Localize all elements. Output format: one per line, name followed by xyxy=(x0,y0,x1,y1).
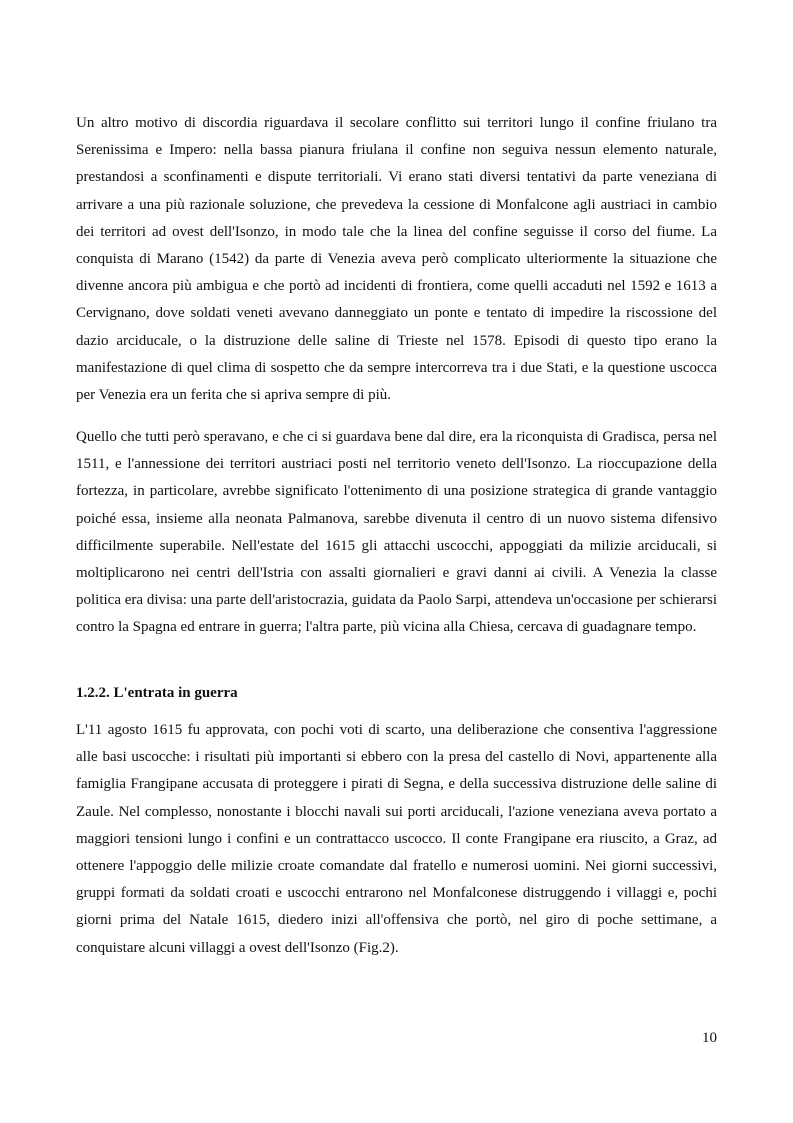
page-number: 10 xyxy=(702,1030,717,1046)
body-paragraph: L'11 agosto 1615 fu approvata, con pochi voti di scarto, una deliberazione che consentiva l'aggressione alle basi uscocche: i risultati più importanti si ebbero con la presa del castello di Novi, appartenente alla famiglia Frangipane accusata di proteggere i pirati di Segna, e della successiva distruzione delle saline di Zaule. Nel complesso, nonostante i blocchi navali sui porti arciducali, l'azione veneziana aveva portato a maggiori tensioni lungo i confini e un contrattacco uscocco. Il conte Frangipane era riuscito, a Graz, ad ottenere l'appoggio delle milizie croate comandate dal fratello e numerosi uomini. Nei giorni successivi, gruppi formati da soldati croati e uscocchi entrarono nel Monfalconese distruggendo i villaggi e, pochi giorni prima del Natale 1615, diedero inizi all'offensiva che portò, nel giro di poche settimane, a conquistare alcuni villaggi a ovest dell'Isonzo (Fig.2). xyxy=(76,722,717,956)
body-paragraph: Un altro motivo di discordia riguardava il secolare conflitto sui territori lungo il confine friulano tra Serenissima e Impero: nella bassa pianura friulana il confine non seguiva nessun elemento naturale, prestandosi a sconfinamenti e dispute territoriali. Vi erano stati diversi tentativi da parte veneziana di arrivare a una più razionale soluzione, che prevedeva la cessione di Monfalcone agli austriaci in cambio dei territori ad ovest dell'Isonzo, in modo tale che la linea del confine seguisse il corso del fiume. La conquista di Marano (1542) da parte di Venezia aveva però complicato ulteriormente la situazione che divenne ancora più ambigua e che portò ad incidenti di frontiera, come quelli accaduti nel 1592 e 1613 a Cervignano, dove soldati veneti avevano danneggiato un ponte e tentato di impedire la riscossione del dazio arciducale, o la distruzione delle saline di Trieste nel 1578. Episodi di questo tipo erano la manifestazione di quel clima di sospetto che da sempre intercorreva tra i due Stati, e la questione uscocca per Venezia era un ferita che si apriva sempre di più. xyxy=(76,115,717,404)
body-paragraph: Quello che tutti però speravano, e che ci si guardava bene dal dire, era la riconquista di Gradisca, persa nel 1511, e l'annessione dei territori austriaci posti nel territorio veneto dell'Isonzo. La rioccupazione della fortezza, in particolare, avrebbe significato l'ottenimento di una posizione strategica di grande vantaggio poiché essa, insieme alla neonata Palmanova, sarebbe divenuta il centro di un nuovo sistema difensivo difficilmente superabile. Nell'estate del 1615 gli attacchi uscocchi, appoggiati da milizie arciducali, si moltiplicarono nei centri dell'Istria con assalti giornalieri e gravi danni ai civili. A Venezia la classe politica era divisa: una parte dell'aristocrazia, guidata da Paolo Sarpi, attendeva un'occasione per schierarsi contro la Spagna ed entrare in guerra; l'altra parte, più vicina alla Chiesa, cercava di guadagnare tempo. xyxy=(76,429,717,636)
section-heading: 1.2.2. L'entrata in guerra xyxy=(76,685,238,701)
